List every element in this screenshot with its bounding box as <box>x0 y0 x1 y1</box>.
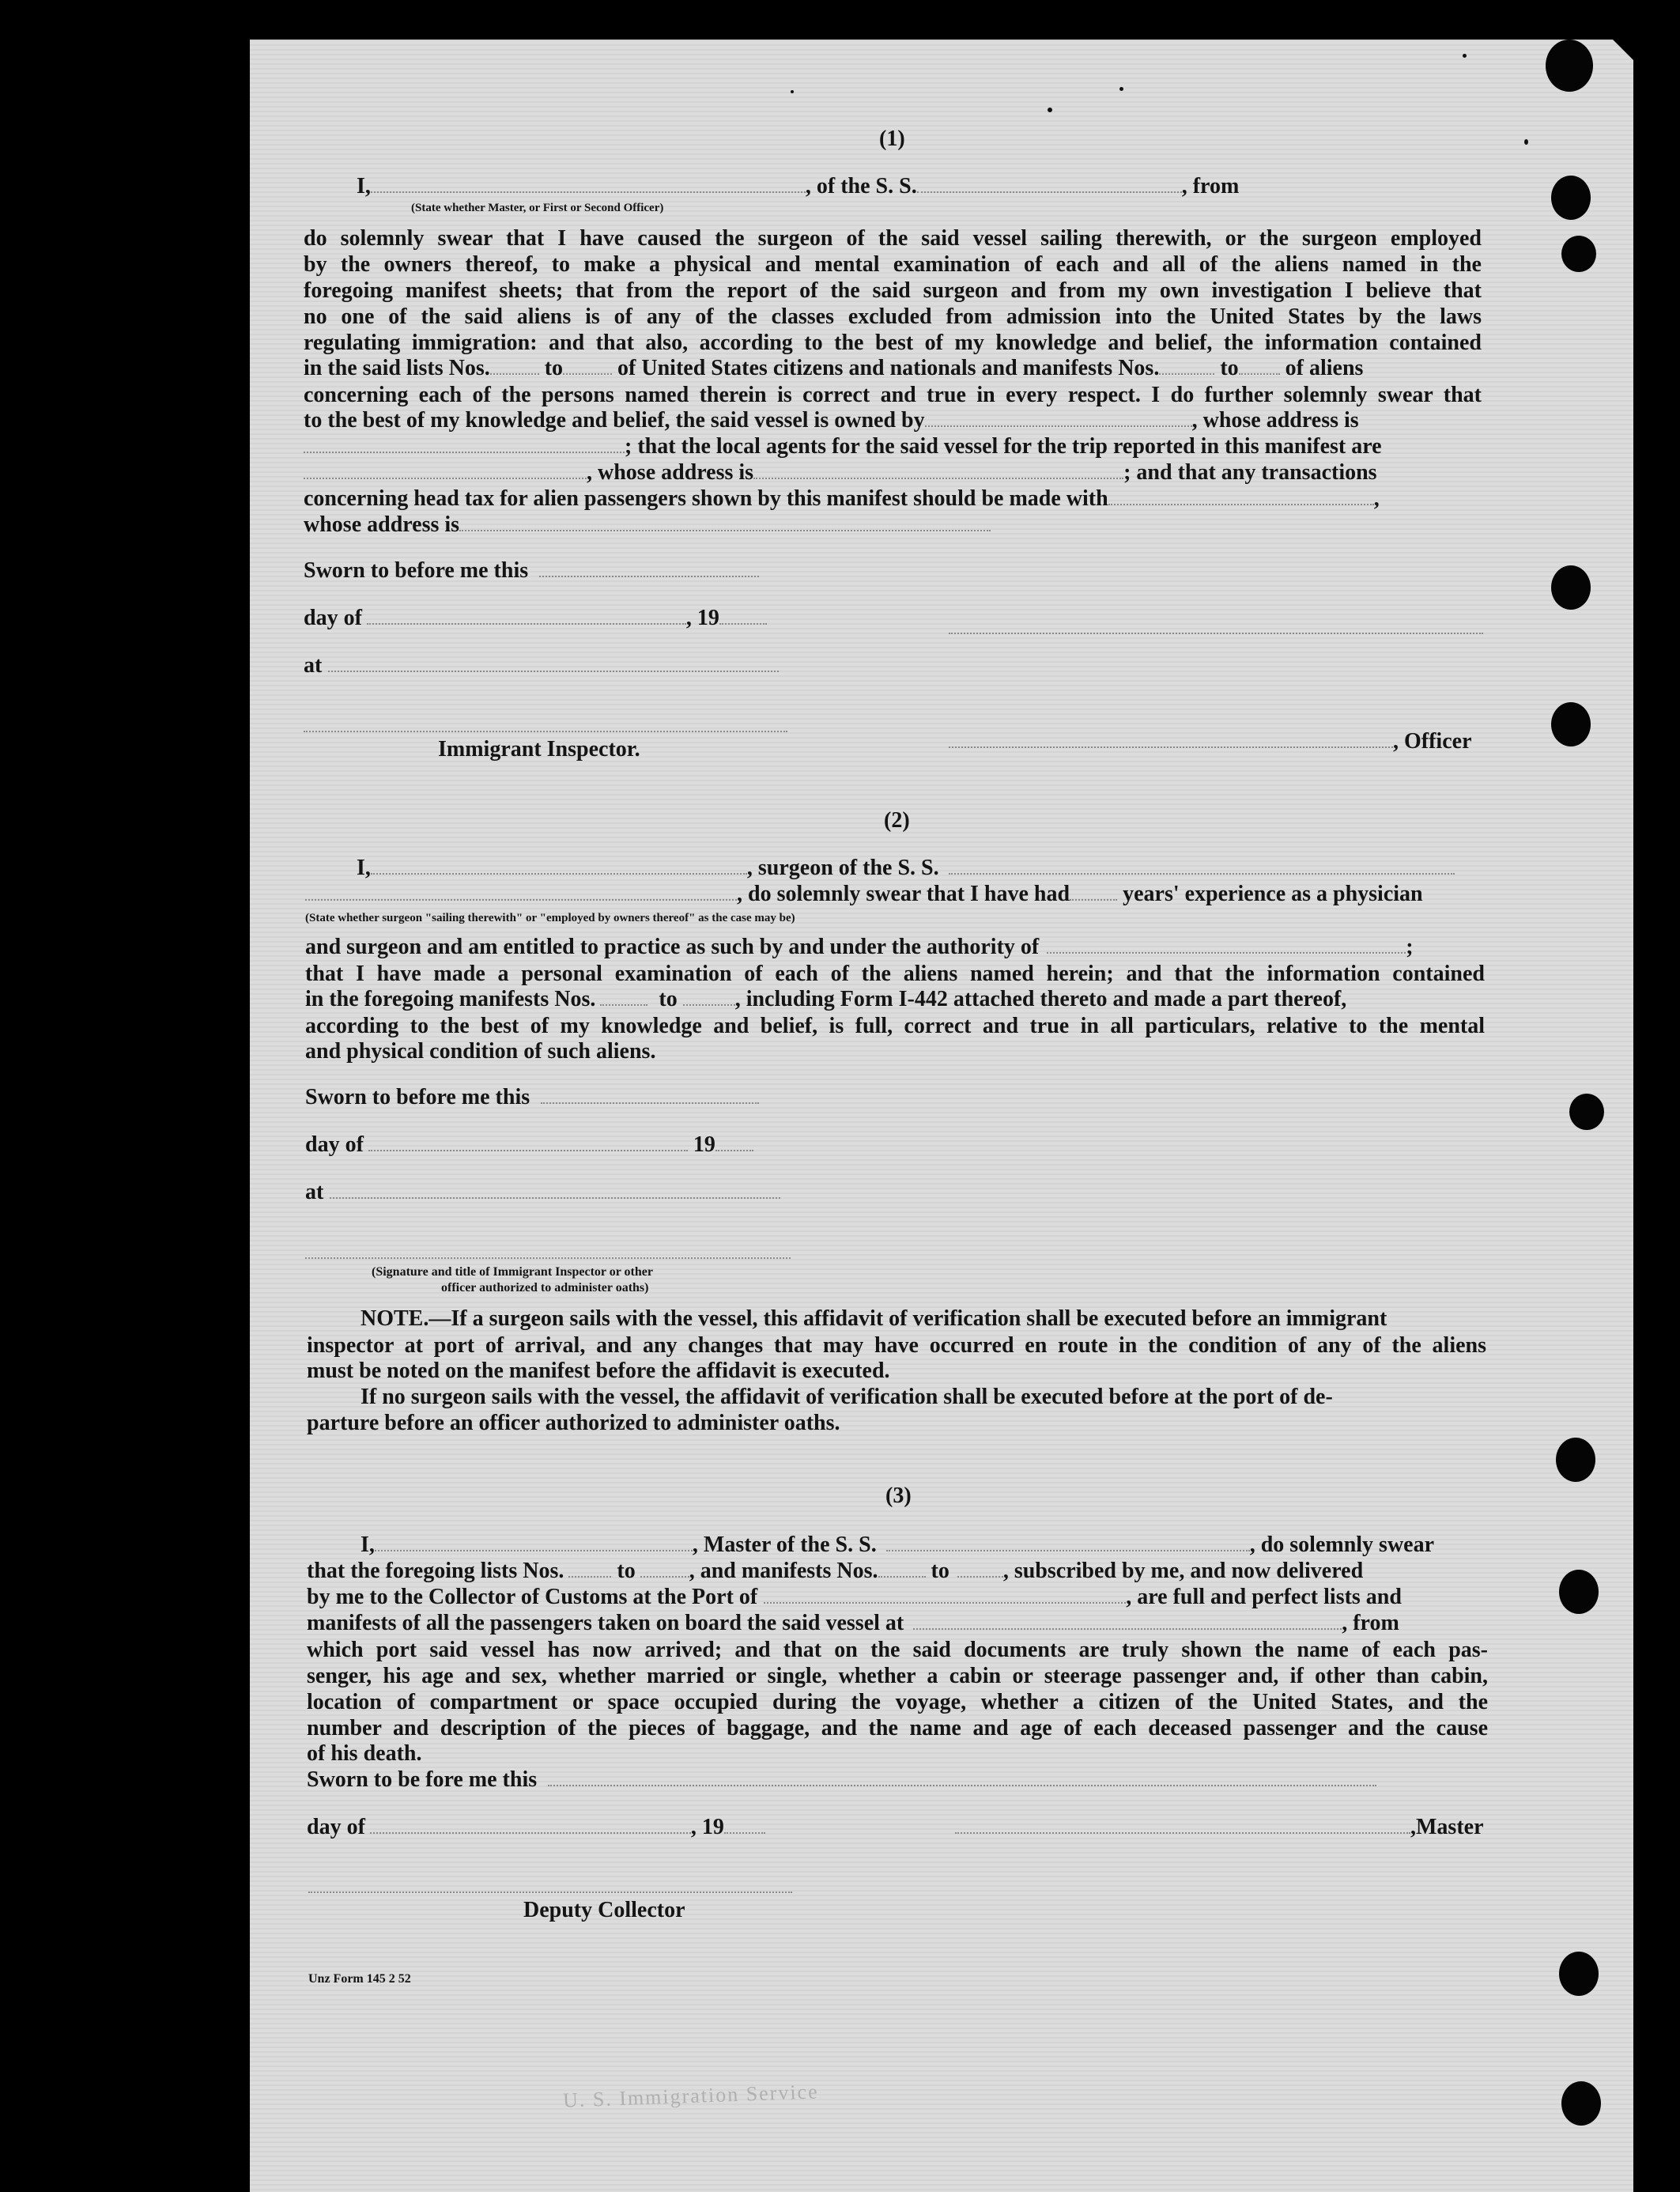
subscribed-label: , subscribed by me, and now delivered <box>1002 1559 1364 1583</box>
s1-line11 <box>304 486 1380 512</box>
rank-field[interactable] <box>371 191 806 193</box>
day-field[interactable] <box>368 1149 688 1151</box>
punch-hole <box>1559 1570 1599 1614</box>
s3-vessel-field[interactable] <box>886 1549 1250 1551</box>
s2-line3 <box>305 935 1414 960</box>
s3-sworn <box>307 1767 1376 1793</box>
local-agents-field[interactable] <box>304 477 587 479</box>
s1-of-ss-label: , of the S. S. <box>805 174 917 198</box>
lists-nos-label: in the said lists Nos. <box>304 356 490 380</box>
head-tax-label: concerning head tax for alien passengers shown by this manifest should be made with <box>304 486 1108 511</box>
s3-i-label: I, <box>361 1533 375 1557</box>
s3-text-line: number and description of the pieces of baggage, and the name and age of each deceased passenger and the cause <box>307 1716 1488 1740</box>
sworn-field[interactable] <box>548 1784 1376 1786</box>
s2-i-label: I, <box>357 856 371 880</box>
punch-hole <box>1561 236 1596 272</box>
port-label: by me to the Collector of Customs at the Port of <box>307 1585 758 1609</box>
lists-nos-from-field[interactable] <box>490 372 539 375</box>
officer-signature-line-2[interactable] <box>949 746 1393 748</box>
master-signature-line[interactable] <box>955 1831 1410 1834</box>
day-label: day of <box>307 1815 365 1839</box>
years-field[interactable] <box>1070 898 1117 901</box>
manifests-nos-label: in the foregoing manifests Nos. <box>305 987 596 1011</box>
to-label: to <box>1220 356 1239 380</box>
s2-vessel-field[interactable] <box>949 872 1455 875</box>
speck <box>1463 54 1467 58</box>
officer-label: , Officer <box>1393 729 1472 754</box>
sworn-label: Sworn to before me this <box>304 558 529 583</box>
speck <box>1048 108 1052 112</box>
swear-label: , do solemnly swear <box>1249 1533 1435 1557</box>
s2-text-line: according to the best of my knowledge and belief, is full, correct and true in all particulars, relative to the mental <box>305 1014 1485 1038</box>
s1-day <box>304 606 767 631</box>
s2-sworn <box>305 1085 759 1110</box>
manifests-nos-label: of United States citizens and nationals and manifests Nos. <box>617 356 1160 380</box>
speck <box>1119 87 1123 91</box>
address-label: whose address is <box>304 512 460 537</box>
speck <box>791 90 794 93</box>
manifests-nos-label: , and manifests Nos. <box>689 1559 878 1583</box>
owner-address-field[interactable] <box>304 451 625 453</box>
s2-at <box>305 1180 780 1205</box>
sworn-label: Sworn to be fore me this <box>307 1767 538 1792</box>
s1-text-line: foregoing manifest sheets; that from the report of the said surgeon and from my own investigation I believe that <box>304 278 1482 303</box>
s1-line9 <box>304 434 1382 459</box>
at-label: at <box>304 653 323 678</box>
s1-line0 <box>357 174 1239 199</box>
s2-signature-caption-1: (Signature and title of Immigrant Inspector or other <box>372 1265 653 1279</box>
s1-from-label: , from <box>1181 174 1240 198</box>
sworn-field[interactable] <box>539 575 759 577</box>
s1-line12 <box>304 512 991 538</box>
note-line-2: inspector at port of arrival, and any changes that may have occurred en route in the condition of any of the aliens <box>307 1333 1486 1358</box>
at-field[interactable] <box>330 1196 780 1199</box>
section-1-number: (1) <box>879 127 905 151</box>
s3-lists-from-field[interactable] <box>568 1575 611 1578</box>
punch-hole <box>1559 1952 1599 1996</box>
punch-hole <box>1551 565 1591 610</box>
authority-field[interactable] <box>1047 951 1406 954</box>
s2-line2 <box>305 882 1423 907</box>
s2-line7: and physical condition of such aliens. <box>305 1039 656 1064</box>
year-label: , 19 <box>685 606 719 630</box>
s1-line8 <box>304 408 1359 433</box>
head-tax-address-field[interactable] <box>459 529 991 531</box>
transactions-label: ; and that any transactions <box>1123 460 1377 485</box>
s3-text-line: which port said vessel has now arrived; and that on the said documents are truly shown the name of each pas- <box>307 1638 1488 1662</box>
year-field[interactable] <box>719 622 767 625</box>
address-label: , whose address is <box>1191 408 1359 433</box>
s2-day <box>305 1132 753 1158</box>
note-line-4: If no surgeon sails with the vessel, the affidavit of verification shall be executed before at the port of de- <box>361 1385 1333 1409</box>
semicolon: ; <box>1406 935 1414 959</box>
master-of-label: , Master of the S. S. <box>692 1533 877 1557</box>
address-label: , whose address is <box>587 460 754 485</box>
s3-line9: of his death. <box>307 1741 422 1766</box>
s3-master <box>955 1815 1484 1840</box>
owned-by-label: to the best of my knowledge and belief, the said vessel is owned by <box>304 408 925 433</box>
swear-label: , do solemnly swear that I have had <box>737 882 1070 906</box>
s3-line1 <box>361 1533 1434 1558</box>
head-tax-contact-field[interactable] <box>1108 503 1374 505</box>
s3-day <box>307 1815 765 1840</box>
form-i442-label: , including Form I-442 attached thereto and made a part thereof, <box>734 987 1347 1011</box>
year-label: , 19 <box>690 1815 724 1839</box>
note-line-1: NOTE.—If a surgeon sails with the vessel, this affidavit of verification shall be executed before an immigrant <box>361 1306 1387 1331</box>
s3-line3 <box>307 1585 1402 1610</box>
s3-deputy: Deputy Collector <box>523 1898 685 1922</box>
s1-officer <box>949 729 1472 754</box>
day-label: day of <box>304 606 362 630</box>
manifests-nos-from-field[interactable] <box>1159 372 1214 375</box>
s1-text-line: regulating immigration: and that also, according to the best of my knowledge and belief, the information contained <box>304 331 1482 355</box>
year-field[interactable] <box>724 1831 765 1834</box>
s3-line2 <box>307 1559 1363 1584</box>
s1-line10 <box>304 460 1377 486</box>
s1-line6 <box>304 356 1363 381</box>
manifests-nos-to-field[interactable] <box>1239 372 1280 375</box>
s2-manifests-to-field[interactable] <box>683 1003 735 1006</box>
taken-aboard-label: manifests of all the passengers taken on board the said vessel at <box>307 1611 904 1635</box>
faint-stamp: U. S. Immigration Service <box>562 2080 820 2112</box>
at-field[interactable] <box>328 670 779 672</box>
master-name-field[interactable] <box>375 1549 693 1551</box>
form-number: Unz Form 145 2 52 <box>308 1972 411 1986</box>
note-line-5: parture before an officer authorized to administer oaths. <box>307 1411 840 1435</box>
s3-manifests-to-field[interactable] <box>957 1575 1003 1578</box>
full-lists-label: , are full and perfect lists and <box>1126 1585 1402 1609</box>
s2-line5 <box>305 987 1346 1012</box>
s2-manifests-from-field[interactable] <box>600 1003 647 1006</box>
master-label: ,Master <box>1410 1815 1484 1839</box>
at-label: at <box>305 1180 324 1204</box>
punch-hole <box>1569 1094 1604 1130</box>
s1-text-line: no one of the said aliens is of any of the classes excluded from admission into the United States by the laws <box>304 304 1482 329</box>
s2-signature-line[interactable] <box>305 1257 791 1259</box>
s2-text-line: that I have made a personal examination of each of the aliens named herein; and that the information contained <box>305 962 1485 986</box>
inspector-signature-line[interactable] <box>304 731 787 732</box>
s3-text-line: senger, his age and sex, whether married or single, whether a cabin or steerage passenger and, if other than cabin, <box>307 1664 1488 1688</box>
officer-signature-line-1[interactable] <box>949 633 1483 634</box>
year-label: 19 <box>693 1132 715 1157</box>
deputy-signature-line[interactable] <box>308 1892 792 1893</box>
to-label: to <box>931 1559 949 1583</box>
s2-signature-caption-2: officer authorized to administer oaths) <box>441 1281 649 1294</box>
s3-lists-to-field[interactable] <box>640 1575 689 1578</box>
owner-field[interactable] <box>925 425 1192 427</box>
s1-inspector: Immigrant Inspector. <box>438 737 640 762</box>
authority-label: and surgeon and am entitled to practice as such by and under the authority of <box>305 935 1040 959</box>
s3-text-line: location of compartment or space occupied during the voyage, whether a citizen of the United States, and the <box>307 1690 1488 1714</box>
punch-hole <box>1561 2081 1601 2126</box>
section-2-number: (2) <box>884 808 910 833</box>
s3-manifests-from-field[interactable] <box>878 1575 926 1578</box>
s2-line1 <box>357 856 1455 881</box>
lists-nos-to-field[interactable] <box>563 372 612 375</box>
experience-label: years' experience as a physician <box>1123 882 1423 906</box>
surgeon-status-field[interactable] <box>305 898 737 901</box>
punch-hole <box>1556 1438 1595 1482</box>
comma: , <box>1373 486 1380 511</box>
s1-text-line: do solemnly swear that I have caused the surgeon of the said vessel sailing therewith, or the surgeon employed <box>304 226 1482 251</box>
to-label: to <box>617 1559 636 1583</box>
s3-line4 <box>307 1611 1399 1636</box>
to-label: to <box>659 987 678 1011</box>
day-field[interactable] <box>367 622 686 625</box>
s1-i-label: I, <box>357 174 371 198</box>
day-label: day of <box>305 1132 364 1157</box>
s1-text-line: by the owners thereof, to make a physical and mental examination of each and all of the aliens named in the <box>304 252 1482 277</box>
note-line-3: must be noted on the manifest before the affidavit is executed. <box>307 1359 890 1383</box>
s1-at <box>304 653 779 678</box>
from-label: , from <box>1342 1611 1399 1635</box>
s1-text-line: concerning each of the persons named therein is correct and true in every respect. I do further solemnly swear that <box>304 383 1482 407</box>
day-field[interactable] <box>370 1831 691 1834</box>
punch-hole <box>1551 702 1591 746</box>
port-field[interactable] <box>764 1601 1126 1604</box>
punch-hole <box>1551 176 1591 220</box>
of-aliens-label: of aliens <box>1285 356 1364 380</box>
year-field[interactable] <box>715 1149 753 1151</box>
agents-address-field[interactable] <box>753 477 1123 479</box>
surgeon-label: , surgeon of the S. S. <box>746 856 939 880</box>
punch-hole <box>1546 40 1593 92</box>
lists-nos-label: that the foregoing lists Nos. <box>307 1559 564 1583</box>
embark-port-field[interactable] <box>913 1627 1342 1630</box>
surgeon-name-field[interactable] <box>371 872 747 875</box>
sworn-field[interactable] <box>541 1102 759 1104</box>
s2-status-caption: (State whether surgeon "sailing therewith" or "employed by owners thereof" as the case may be) <box>305 912 795 924</box>
vessel-name-field[interactable] <box>917 191 1182 193</box>
s1-rank-caption: (State whether Master, or First or Second Officer) <box>411 202 664 214</box>
s1-sworn <box>304 558 759 584</box>
local-agents-label: ; that the local agents for the said vessel for the trip reported in this manifest are <box>625 434 1382 459</box>
speck <box>1524 139 1528 145</box>
section-3-number: (3) <box>885 1483 912 1508</box>
to-label: to <box>544 356 564 380</box>
sworn-label: Sworn to before me this <box>305 1085 530 1109</box>
